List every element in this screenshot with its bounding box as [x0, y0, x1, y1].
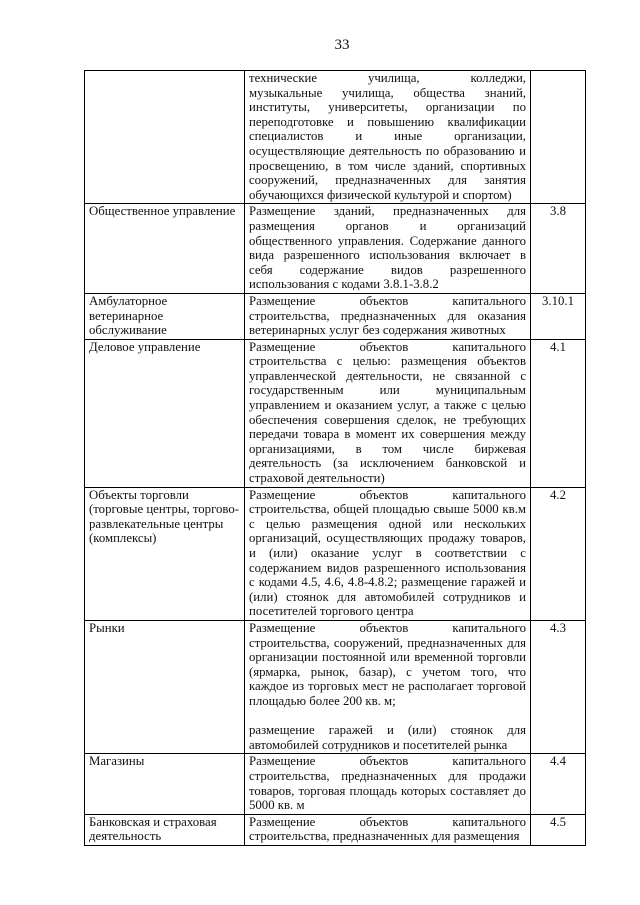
description-text-line: деятельность (за исключением банковской и	[249, 456, 526, 471]
type-text-line: обслуживание	[89, 323, 167, 338]
code-value: 4.4	[550, 754, 566, 769]
description-text-line: содержанием видов разрешенного использования	[249, 560, 526, 575]
type-text-line: деятельность	[89, 829, 162, 844]
description-text-line: размещение гаражей и (или) стоянок для	[249, 723, 526, 738]
description-text-line: осуществляющие деятельность по образованию и	[249, 143, 526, 158]
land-use-type-cell	[85, 204, 245, 294]
description-text-line: государственным или муниципальным	[249, 383, 526, 398]
table-row	[85, 487, 586, 620]
page-number: 33	[334, 37, 350, 53]
description-text-line: Размещение объектов капитального	[249, 339, 526, 354]
description-text-line: площадью более 200 кв. м;	[249, 693, 396, 708]
description-text-line: управленческой деятельности, не связанной с	[249, 368, 526, 383]
code-cell	[531, 814, 586, 845]
code-value: 3.8	[550, 204, 566, 219]
description-text-line: вида разрешенного использования включает в	[249, 248, 526, 263]
code-cell	[531, 620, 586, 753]
description-text-line: переподготовке и повышению квалификации	[249, 114, 526, 129]
description-text-line: с целью размещения одной или нескольких	[249, 516, 526, 531]
code-value: 4.1	[550, 339, 566, 354]
description-text-line: строительства, предназначенных для продажи	[249, 768, 526, 783]
type-text-line: развлекательные центры	[89, 516, 224, 531]
type-text-line: Общественное управление	[89, 204, 236, 219]
description-text-line: институты, университеты, организации по	[249, 100, 526, 115]
table-row	[85, 620, 586, 753]
description-text-line: с кодами 4.5, 4.6, 4.8-4.8.2; размещение гаражей и	[249, 575, 526, 590]
description-text-line: и (или) оказание услуг в соответствии с	[249, 546, 526, 560]
description-text-line: использования с кодами 3.8.1-3.8.2	[249, 277, 439, 292]
table-row	[85, 204, 586, 294]
type-text-line: ветеринарное	[89, 308, 164, 323]
description-text-line: размещения органов и организаций	[249, 218, 526, 233]
description-text-line: строительства, предназначенных для оказания	[249, 308, 526, 323]
description-text-line: посетителей торгового центра	[249, 604, 414, 619]
table-row	[85, 814, 586, 845]
table-row	[85, 71, 586, 204]
description-text-line: товаров, торговая площадь которых составляет до	[249, 783, 526, 798]
blank-line	[249, 709, 526, 724]
description-text-line: строительства с целью: размещения объектов	[249, 354, 526, 369]
description-text-line: сооружений, предназначенных для занятия	[249, 173, 526, 188]
description-text-line: строительства, предназначенных для размещения	[249, 829, 520, 844]
description-text-line: Размещение объектов капитального	[249, 487, 526, 502]
description-cell	[245, 71, 531, 204]
code-value: 3.10.1	[542, 293, 574, 308]
description-cell	[245, 754, 531, 814]
description-text-line: общественного управления. Содержание данного	[249, 233, 526, 248]
type-text-line: Амбулаторное	[89, 293, 168, 308]
code-cell	[531, 71, 586, 204]
description-cell	[245, 293, 531, 339]
description-text-line: каждое из торговых мест не располагает торговой	[249, 679, 526, 694]
description-cell	[245, 339, 531, 487]
type-text-line: Объекты торговли	[89, 487, 189, 502]
land-use-type-cell	[85, 754, 245, 814]
description-text-line: автомобилей сотрудников и посетителей рынка	[249, 737, 508, 752]
description-text-line: организаций, осуществляющих продажу товаров,	[249, 531, 526, 546]
description-text-line: ветеринарных услуг без содержания животных	[249, 323, 506, 338]
table-row	[85, 339, 586, 487]
description-cell	[245, 204, 531, 294]
table-body	[85, 71, 586, 846]
description-text-line: (или) стоянок для автомобилей сотрудников и	[249, 589, 526, 604]
description-text-line: строительства, общей площадью свыше 5000 кв.м	[249, 502, 526, 517]
land-use-type-cell	[85, 487, 245, 620]
description-text-line: себя содержание видов разрешенного	[249, 262, 526, 277]
description-cell	[245, 814, 531, 845]
description-text-line: Размещение объектов капитального	[249, 814, 526, 829]
land-use-table	[84, 70, 586, 846]
code-cell	[531, 293, 586, 339]
code-value: 4.2	[550, 487, 566, 502]
description-text-line: Размещение зданий, предназначенных для	[249, 204, 526, 219]
land-use-type-cell	[85, 814, 245, 845]
description-text-line: строительства, сооружений, предназначенных для	[249, 635, 526, 650]
description-text-line: 5000 кв. м	[249, 798, 305, 813]
description-text-line: обучающихся физической культурой и спортом)	[249, 187, 512, 202]
land-use-type-cell	[85, 339, 245, 487]
description-text-line: Размещение объектов капитального	[249, 754, 526, 769]
code-cell	[531, 754, 586, 814]
description-text-line: просвещению, в том числе зданий, спортивных	[249, 158, 526, 173]
code-cell	[531, 339, 586, 487]
type-text-line: Рынки	[89, 620, 125, 635]
description-text-line: организации постоянной или временной торговли	[249, 650, 526, 665]
description-cell	[245, 620, 531, 753]
description-text-line: (ярмарка, рынок, базар), с учетом того, что	[249, 664, 526, 679]
land-use-type-cell	[85, 293, 245, 339]
description-text-line: управлением и оказанием услуг, а также с целью	[249, 398, 526, 413]
land-use-type-cell	[85, 71, 245, 204]
type-text-line: Банковская и страховая	[89, 814, 217, 829]
type-text-line: (торговые центры, торгово-	[89, 502, 240, 517]
table-row	[85, 754, 586, 814]
description-text-line: специалистов и иные организации,	[249, 129, 526, 144]
description-text-line: музыкальные училища, общества знаний,	[249, 85, 526, 100]
description-text-line: Размещение объектов капитального	[249, 620, 526, 635]
code-cell	[531, 487, 586, 620]
type-text-line: Деловое управление	[89, 339, 201, 354]
type-text-line: (комплексы)	[89, 531, 157, 546]
description-text-line: страховой деятельности)	[249, 471, 385, 486]
code-value: 4.5	[550, 814, 566, 829]
description-text-line: Размещение объектов капитального	[249, 293, 526, 308]
type-text-line: Магазины	[89, 754, 145, 769]
table-row	[85, 293, 586, 339]
code-value: 4.3	[550, 620, 566, 635]
description-text-line: организациями, в том числе биржевая	[249, 441, 526, 456]
description-cell	[245, 487, 531, 620]
land-use-type-cell	[85, 620, 245, 753]
description-text-line: обеспечения совершения сделок, не требующих	[249, 412, 526, 427]
code-cell	[531, 204, 586, 294]
description-text-line: передачи товара в момент их совершения между	[249, 427, 526, 442]
description-text-line: технические училища, колледжи,	[249, 71, 526, 85]
